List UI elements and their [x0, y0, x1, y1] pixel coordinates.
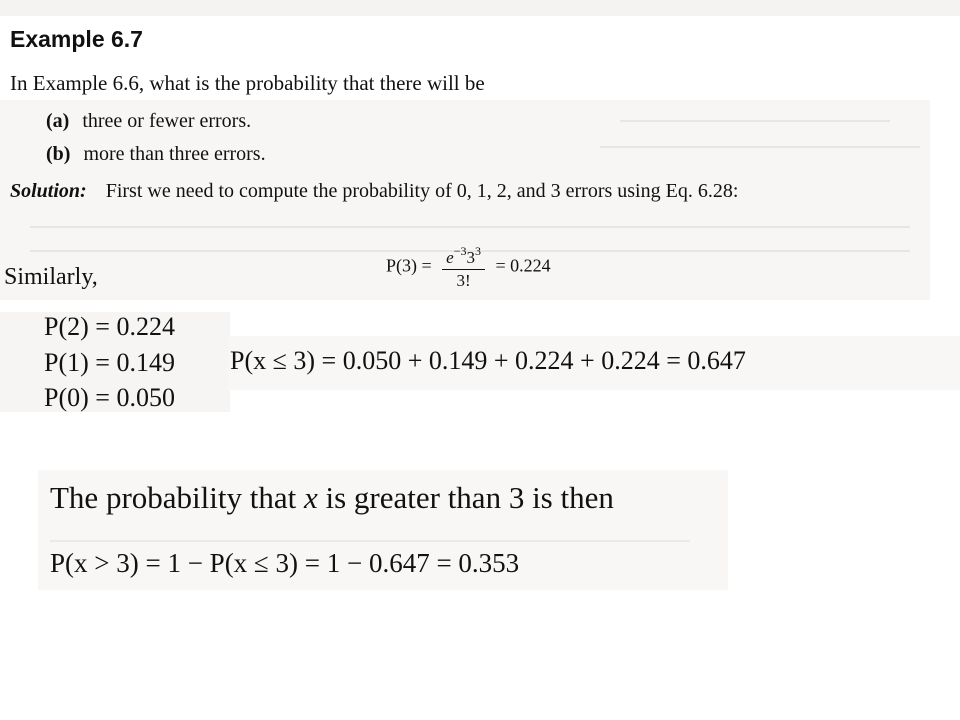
value-p0: P(0) = 0.050 — [44, 383, 175, 412]
ghost-band-top — [0, 0, 960, 16]
numerator-exponent-1: −3 — [453, 244, 467, 258]
ghost-line — [50, 540, 690, 542]
part-a — [46, 110, 251, 133]
greater-sentence-post: is greater than 3 is then — [317, 480, 614, 515]
part-a-label: (a) — [46, 110, 70, 132]
part-b — [46, 143, 266, 166]
greater-sentence-pre: The probability that — [50, 480, 304, 515]
question-text: In Example 6.6, what is the probability that there will be — [10, 71, 485, 95]
sum-equation: P(x ≤ 3) = 0.050 + 0.149 + 0.224 + 0.224 = 0.647 — [230, 346, 746, 375]
ghost-line — [30, 226, 910, 228]
numerator-exponent-2: 3 — [474, 244, 481, 258]
formula-p3-denominator: 3! — [456, 271, 471, 290]
greater-sentence-var: x — [303, 480, 318, 515]
part-b-label: (b) — [46, 143, 71, 165]
formula-p3-fraction — [442, 240, 485, 292]
solution-line — [10, 180, 738, 203]
formula-p3-rhs: = 0.224 — [495, 255, 551, 276]
ghost-line — [600, 146, 920, 148]
value-p1: P(1) = 0.149 — [44, 348, 175, 377]
part-b-text: more than three errors. — [83, 143, 266, 165]
part-a-text: three or fewer errors. — [82, 110, 252, 132]
greater-sentence — [50, 480, 614, 516]
formula-p3-lhs: P(3) = — [386, 255, 432, 276]
final-equation: P(x > 3) = 1 − P(x ≤ 3) = 1 − 0.647 = 0.353 — [50, 548, 520, 578]
value-p2: P(2) = 0.224 — [44, 312, 175, 341]
numerator-mid: 3 — [466, 248, 475, 267]
solution-label: Solution: — [10, 180, 87, 202]
example-title: Example 6.7 — [10, 26, 143, 52]
formula-p3-numerator — [442, 240, 485, 270]
similarly-text: Similarly, — [4, 264, 98, 290]
formula-p3 — [386, 240, 551, 292]
solution-text: First we need to compute the probability of 0, 1, 2, and 3 errors using Eq. 6.28: — [105, 180, 739, 202]
ghost-line — [620, 120, 890, 122]
numerator-base: e — [446, 248, 454, 267]
